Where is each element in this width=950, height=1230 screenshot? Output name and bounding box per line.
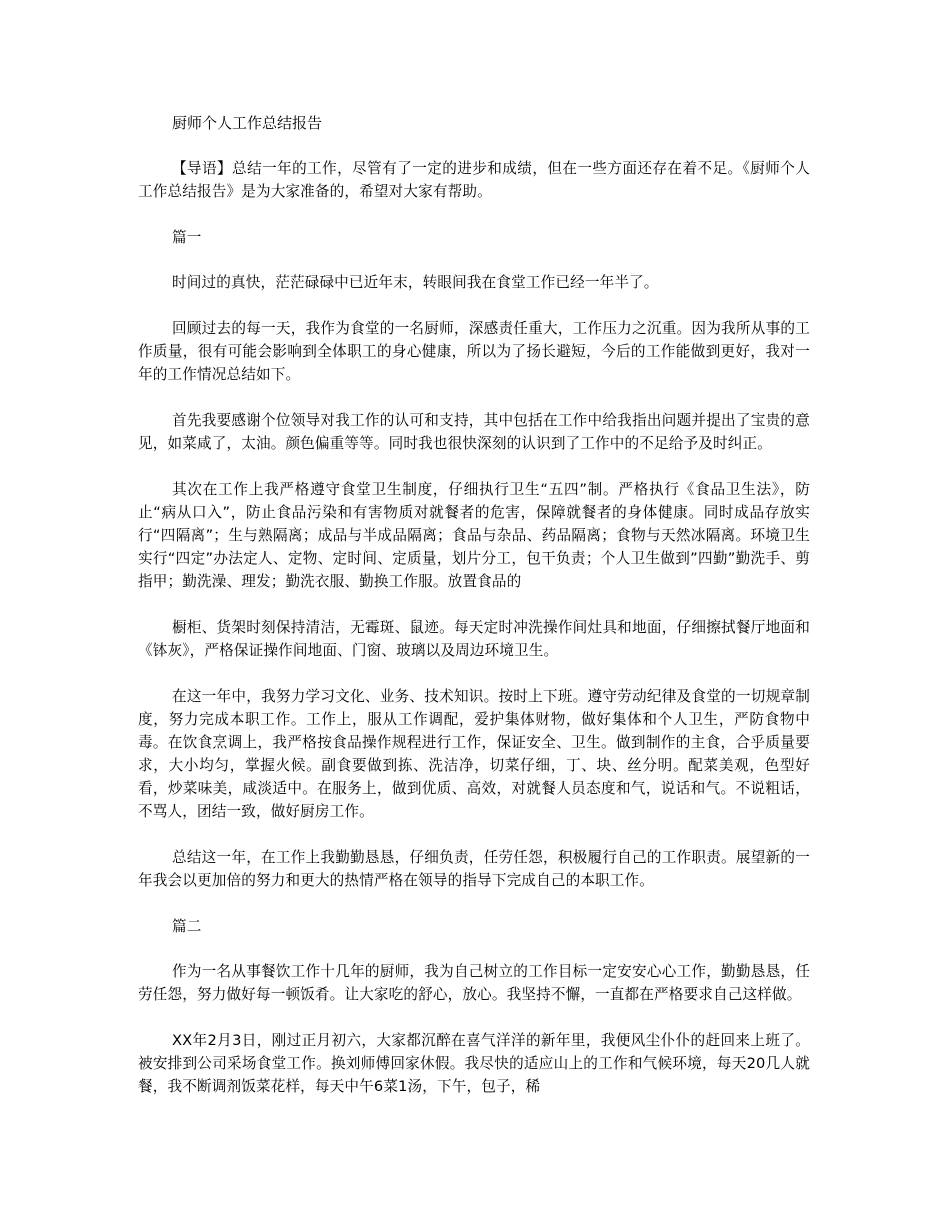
- section-heading-2: 篇二: [172, 918, 202, 935]
- body-paragraph: 作为一名从事餐饮工作十几年的厨师，我为自己树立的工作目标一定安安心心工作，勤勤恳恳，任劳任怨，努力做好每一顿饭肴。让大家吃的舒心，放心。我坚持不懈，一直都在严格要求自己这样做。: [138, 963, 810, 1003]
- intro-paragraph: 【导语】总结一年的工作，尽管有了一定的进步和成绩，但在一些方面还存在着不足。《厨师个人工作总结报告》是为大家准备的，希望对大家有帮助。: [138, 160, 810, 200]
- body-paragraph: 在这一年中，我努力学习文化、业务、技术知识。按时上下班。遵守劳动纪律及食堂的一切规章制度，努力完成本职工作。工作上，服从工作调配，爱护集体财物，做好集体和个人卫生，严防食物中毒。在饮食烹调上，我严格按食品操作规程进行工作，保证安全、卫生。做到制作的主食，合乎质量要求，大小均匀，掌握火候。副食要做到拣、洗洁净，切菜仔细，丁、块、丝分明。配菜美观，色型好看，炒菜味美，咸淡适中。在服务上，做到优质、高效，对就餐人员态度和气，说话和气。不说粗话，不骂人，团结一致，做好厨房工作。: [138, 688, 810, 820]
- document-page: [138, 112, 810, 1121]
- body-paragraph: XX年2月3日，刚过正月初六，大家都沉醉在喜气洋洋的新年里，我便风尘仆仆的赶回来上班了。被安排到公司采场食堂工作。换刘师傅回家休假。我尽快的适应山上的工作和气候环境，每天20几人就餐，我不断调剂饭菜花样，每天中午6菜1汤，下午，包子，稀: [138, 1032, 810, 1095]
- body-paragraph: 总结这一年，在工作上我勤勤恳恳，仔细负责，任劳任怨，积极履行自己的工作职责。展望新的一年我会以更加倍的努力和更大的热情严格在领导的指导下完成自己的本职工作。: [138, 849, 810, 889]
- body-paragraph: 时间过的真快，茫茫碌碌中已近年末，转眼间我在食堂工作已经一年半了。: [172, 274, 659, 291]
- body-paragraph: 首先我要感谢个位领导对我工作的认可和支持，其中包括在工作中给我指出问题并提出了宝贵的意见，如菜咸了，太油。颜色偏重等等。同时我也很快深刻的认识到了工作中的不足给予及时纠正。: [138, 412, 810, 452]
- section-heading-1: 篇一: [172, 229, 202, 246]
- document-title: 厨师个人工作总结报告: [172, 114, 323, 132]
- body-paragraph: 回顾过去的每一天，我作为食堂的一名厨师，深感责任重大，工作压力之沉重。因为我所从事的工作质量，很有可能会影响到全体职工的身心健康，所以为了扬长避短，今后的工作能做到更好，我对一年的工作情况总结如下。: [138, 320, 810, 383]
- body-paragraph: 其次在工作上我严格遵守食堂卫生制度，仔细执行卫生“五四”制。严格执行《食品卫生法》，防止“病从口入”，防止食品污染和有害物质对就餐者的危害，保障就餐者的身体健康。同时成品存放实行“四隔离”；生与熟隔离；成品与半成品隔离；食品与杂品、药品隔离；食物与天然冰隔离。环境卫生实行“四定”办法定人、定物、定时间、定质量，划片分工，包干负责；个人卫生做到”四勤”勤洗手、剪指甲；勤洗澡、理发；勤洗衣服、勤换工作服。放置食品的: [138, 481, 810, 590]
- body-paragraph: 橱柜、货架时刻保持清洁，无霉斑、鼠迹。每天定时冲洗操作间灶具和地面，仔细擦拭餐厅地面和《钵灰》，严格保证操作间地面、门窗、玻璃以及周边环境卫生。: [138, 619, 810, 659]
